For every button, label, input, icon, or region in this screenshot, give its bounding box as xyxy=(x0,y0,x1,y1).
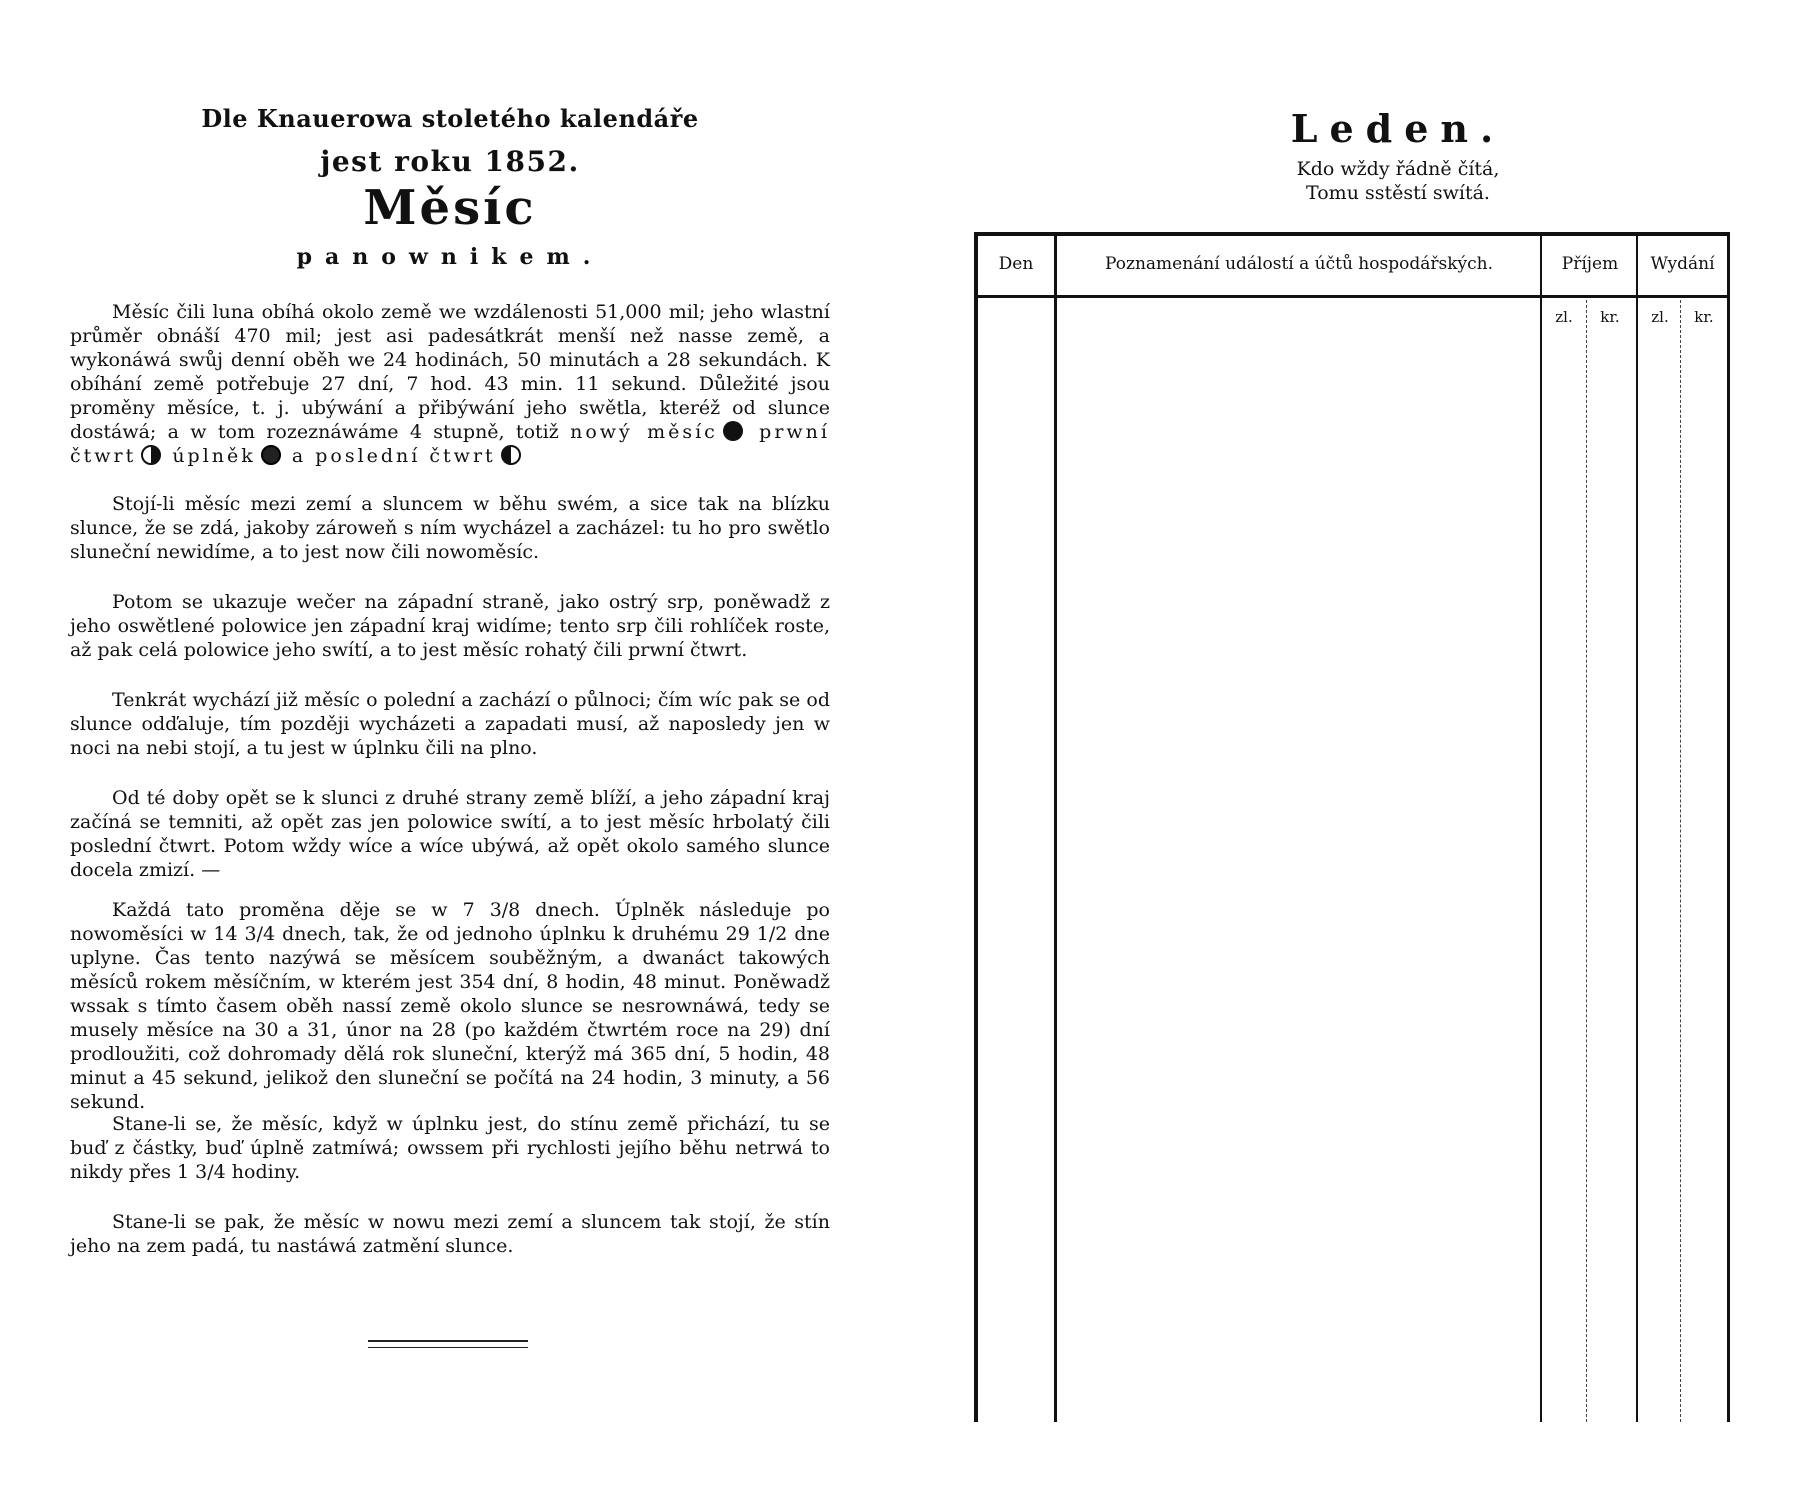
column-header-expense: Wydání xyxy=(1650,254,1715,274)
first-quarter-icon xyxy=(141,445,161,465)
phase-label-first: prwní čtwrt xyxy=(70,421,830,467)
right-page xyxy=(900,0,1796,1500)
full-moon-icon xyxy=(261,445,281,465)
end-divider xyxy=(368,1340,528,1348)
month-title: Leden. xyxy=(1290,106,1506,151)
last-quarter-icon xyxy=(501,445,521,465)
income-kr-label: kr. xyxy=(1600,308,1620,326)
income-zl-label: zl. xyxy=(1555,308,1573,326)
motto-line1: Kdo wždy řádně čítá, xyxy=(1296,158,1500,180)
column-rule xyxy=(1540,236,1542,1422)
page-title: Měsíc xyxy=(363,180,537,236)
paragraph-lunar-month: Každá tato proměna děje se w 7 3/8 dnech. Úplněk následuje po nowoměsíci w 14 3/4 dnech, tak, že od jednoho úplnku k druhému 29 1/2 dne uplyne. Čas tento nazýwá se měsícem souběžným, a dwanáct takowých měsíců rokem měsíčním, w kterém jest 354 dní, 8 hodin, 48 minut. Poněwadž wssak s tímto časem oběh nassí země okolo slunce se nesrownáwá, tedy se musely měsíce na 30 a 31, únor na 28 (po každém čtwrtém roce na 29) dní prodloužiti, což dohromady dělá rok sluneční, kterýž má 365 dní, 5 hodin, 48 minut a 45 sekund, jelikož den sluneční se počítá na 24 hodin, 3 minuty, a 56 sekund. xyxy=(70,899,830,1113)
phase-label-last: a poslední čtwrt xyxy=(291,445,496,467)
ledger-table xyxy=(974,232,1730,1422)
column-header-notes: Poznamenání událostí a účtů hospodářských. xyxy=(1105,254,1493,274)
column-rule xyxy=(1054,236,1057,1422)
paragraph-moon-intro xyxy=(70,300,830,468)
paragraph-text: Měsíc čili luna obíhá okolo země we wzdálenosti 51,000 mil; jeho wlastní průměr obnáší 470 mil; jest asi padesátkrát menší než nasse země, a wykonáwá swůj denní oběh we 24 hodinách, 50 minutách a 28 sekundách. K obíhání země potřebuje 27 dní, 7 hod. 43 min. 11 sekund. Důležité jsou proměny měsíce, t. j. ubýwání a přibýwání jeho swětla, kteréž od slunce dostáwá; a w tom rozeznáwáme 4 stupně, totiž xyxy=(70,301,830,443)
subcolumn-rule xyxy=(1680,300,1681,1422)
subcolumn-rule xyxy=(1586,300,1587,1422)
paragraph-solar-eclipse: Stane-li se pak, že měsíc w nowu mezi zemí a sluncem tak stojí, že stín jeho na zem padá, tu nastáwá zatmění slunce. xyxy=(70,1211,830,1257)
paragraph-new-moon: Stojí-li měsíc mezi zemí a sluncem w běhu swém, a sice tak na blízku slunce, že se zdá, jakoby zároweň s ním wycházel a zacházel: tu ho pro swětlo sluneční newidíme, a to jest now čili nowoměsíc. xyxy=(70,493,830,563)
paragraph-last-quarter: Od té doby opět se k slunci z druhé strany země blíží, a jeho západní kraj začíná se temniti, až opět zas jen polowice swítí, a to jest měsíc hrbolatý čili poslední čtwrt. Potom wždy wíce a wíce ubýwá, až opět okolo samého slunce docela zmizí. — xyxy=(70,787,830,881)
heading-line1: Dle Knauerowa stoletého kalendáře xyxy=(201,104,699,133)
motto-line2: Tomu sstěstí swítá. xyxy=(1306,182,1490,204)
column-header-day: Den xyxy=(998,254,1034,274)
expense-kr-label: kr. xyxy=(1694,308,1714,326)
new-moon-icon xyxy=(723,421,743,441)
phase-label-new: nowý měsíc xyxy=(570,421,718,443)
column-header-income: Příjem xyxy=(1561,254,1619,274)
paragraph-full-moon: Tenkrát wychází již měsíc o polední a zachází o půlnoci; čím wíc pak se od slunce odďaluje, tím později wycházeti a zapadati musí, až naposledy jen w noci na nebi stojí, a tu jest w úplnku čili na plno. xyxy=(70,689,830,759)
page-subtitle: panownikem. xyxy=(296,244,604,270)
paragraph-first-quarter: Potom se ukazuje wečer na západní straně, jako ostrý srp, poněwadž z jeho oswětlené polowice jen západní kraj widíme; tento srp čili rohlíček roste, až pak celá polowice jeho swítí, a to jest měsíc rohatý čili prwní čtwrt. xyxy=(70,591,830,661)
column-rule xyxy=(1636,236,1638,1422)
phase-label-full: úplněk xyxy=(172,445,256,467)
expense-zl-label: zl. xyxy=(1651,308,1669,326)
heading-line2: jest roku 1852. xyxy=(320,145,580,178)
paragraph-lunar-eclipse: Stane-li se, že měsíc, když w úplnku jest, do stínu země přichází, tu se buď z částky, buď úplně zatmíwá; owssem při rychlosti jejího běhu netrwá to nikdy přes 1 3/4 hodiny. xyxy=(70,1113,830,1183)
